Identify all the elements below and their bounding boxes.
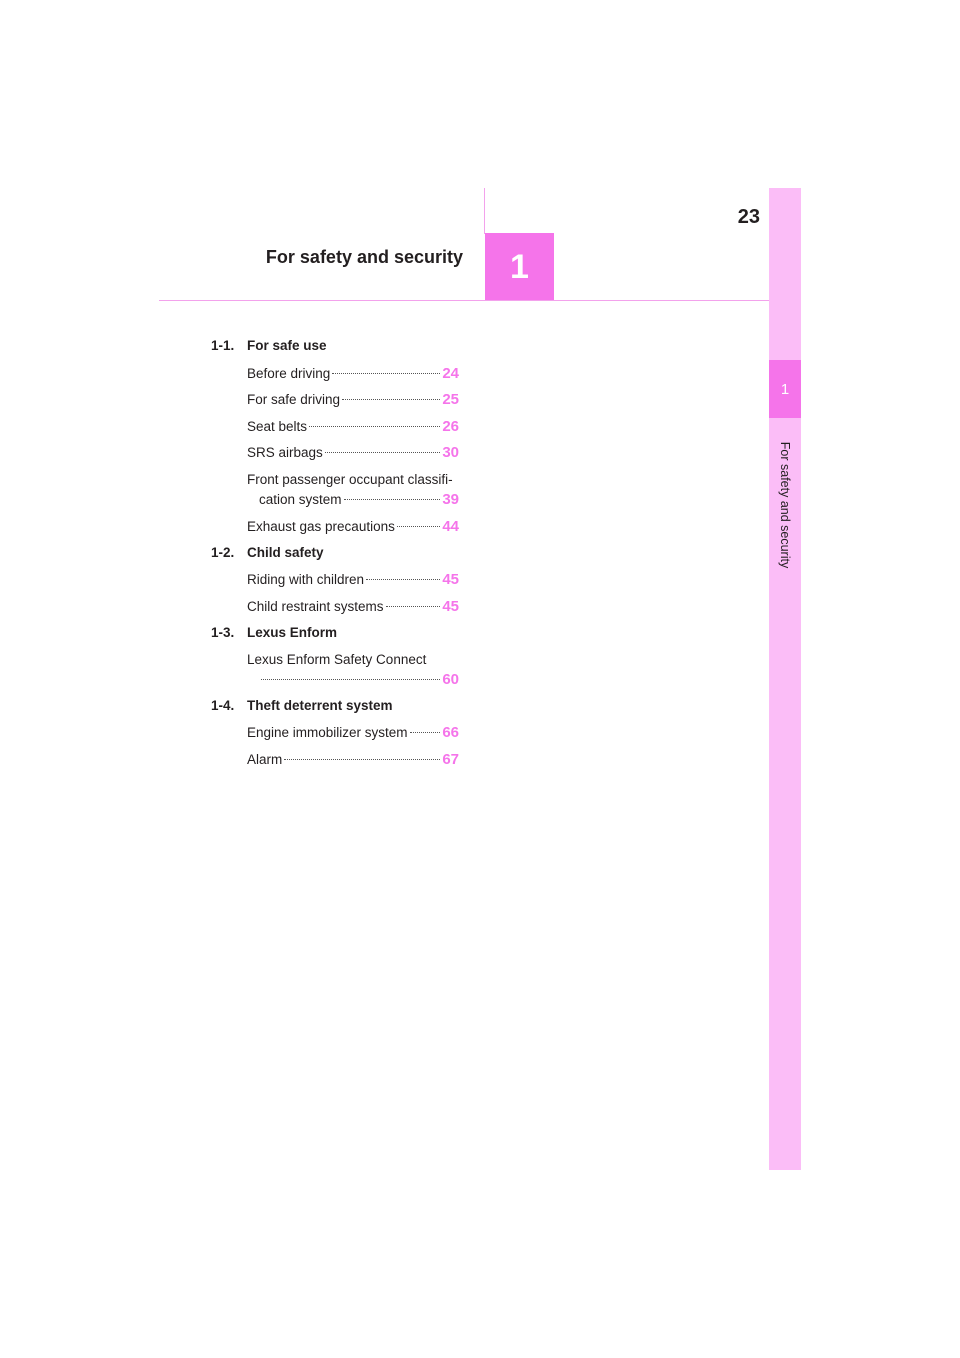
toc-entry-label-line1[interactable]: Front passenger occupant classifi- [247, 472, 453, 487]
toc-entry[interactable] [247, 518, 459, 535]
toc-entry[interactable] [247, 598, 459, 615]
toc-section-number: 1-3. [211, 625, 235, 640]
toc-section-heading[interactable] [211, 545, 324, 560]
toc-entry-page[interactable]: 60 [442, 671, 459, 688]
toc-section-title: Theft deterrent system [247, 698, 393, 713]
toc-entry-label: Engine immobilizer system [247, 725, 408, 740]
toc-entry-label: Before driving [247, 366, 331, 381]
toc-section-number: 1-4. [211, 698, 235, 713]
toc-section-title: Lexus Enform [247, 625, 338, 640]
header-horizontal-rule [159, 300, 769, 301]
toc-entry-label: Alarm [247, 752, 283, 767]
toc-entry-page[interactable]: 66 [442, 724, 459, 741]
toc-entry-page[interactable]: 45 [442, 571, 459, 588]
toc-entry[interactable] [247, 724, 459, 741]
toc-entry[interactable] [259, 671, 459, 688]
toc-entry-label: Exhaust gas precautions [247, 519, 395, 534]
toc-entry-page[interactable]: 39 [442, 491, 459, 508]
toc-entry[interactable] [247, 391, 459, 408]
toc-entry-label: Seat belts [247, 419, 308, 434]
dot-leader [386, 605, 441, 607]
dot-leader [332, 372, 440, 374]
toc-entry-label-line1[interactable]: Lexus Enform Safety Connect [247, 652, 427, 667]
toc-entry[interactable] [247, 365, 459, 382]
toc-entry[interactable] [247, 571, 459, 588]
toc-section-title: For safe use [247, 338, 327, 353]
toc-entry[interactable] [247, 751, 459, 768]
dot-leader [344, 498, 441, 500]
toc-entry-page[interactable]: 24 [442, 365, 459, 382]
toc-section-number: 1-2. [211, 545, 235, 560]
toc-entry[interactable] [259, 491, 459, 508]
toc-entry-page[interactable]: 30 [442, 444, 459, 461]
toc-entry-label: For safe driving [247, 392, 341, 407]
toc-entry[interactable] [247, 444, 459, 461]
toc-section-heading[interactable] [211, 338, 327, 353]
dot-leader [410, 731, 441, 733]
toc-entry-page[interactable]: 26 [442, 418, 459, 435]
toc-section-heading[interactable] [211, 625, 337, 640]
side-tab-strip [769, 188, 801, 1170]
side-tab-label: For safety and security [778, 441, 793, 569]
toc-entry-page[interactable]: 45 [442, 598, 459, 615]
side-tab-chapter-number: 1 [780, 380, 790, 398]
toc-entry[interactable] [247, 418, 459, 435]
toc-section-title: Child safety [247, 545, 324, 560]
toc-section-heading[interactable] [211, 698, 393, 713]
dot-leader [325, 451, 441, 453]
dot-leader [342, 398, 440, 400]
toc-entry-label: Riding with children [247, 572, 365, 587]
toc-section-number: 1-1. [211, 338, 235, 353]
dot-leader [309, 425, 440, 427]
side-tab-label-wrap [769, 430, 801, 580]
toc-entry-label: cation system [259, 492, 342, 507]
toc-entry-label: Child restraint systems [247, 599, 384, 614]
toc-entry-page[interactable]: 25 [442, 391, 459, 408]
dot-leader [284, 758, 440, 760]
chapter-title: For safety and security [265, 247, 463, 267]
chapter-number-box: 1 [485, 233, 554, 301]
toc-entry-page[interactable]: 67 [442, 751, 459, 768]
toc-entry-page[interactable]: 44 [442, 518, 459, 535]
dot-leader [261, 678, 440, 680]
dot-leader [397, 525, 440, 527]
page-number: 23 [737, 206, 760, 228]
toc-entry-label: SRS airbags [247, 445, 323, 460]
dot-leader [366, 578, 440, 580]
header-vertical-rule [484, 188, 485, 234]
